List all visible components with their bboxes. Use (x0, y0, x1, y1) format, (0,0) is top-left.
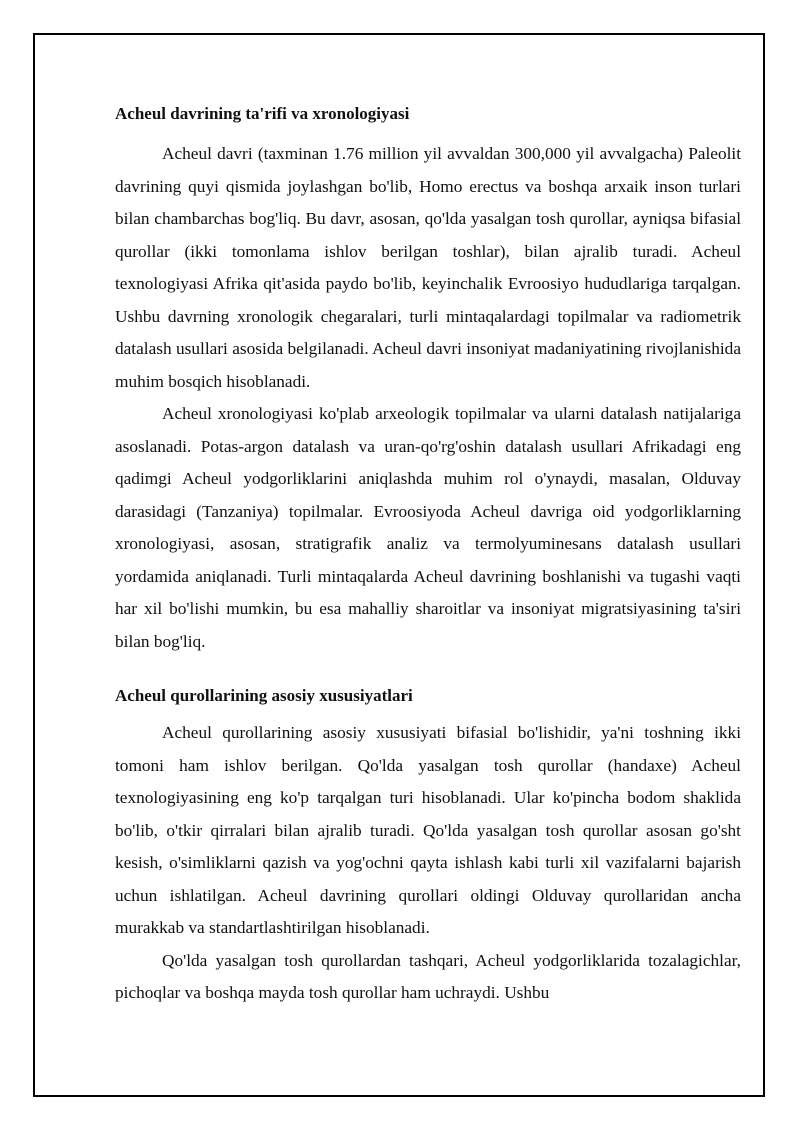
section-heading-tools: Acheul qurollarining asosiy xususiyatlari (115, 686, 413, 705)
paragraph-chronology: Acheul xronologiyasi ko'plab arxeologik topilmalar va ularni datalash natijalariga asoslanadi. Potas-argon datalash va uran-qo'rg'oshin datalash usullari Afrikadagi eng qadimgi Acheul yodgorliklarini aniqlashda muhim rol o'ynaydi, masalan, Olduvay darasidagi (Tanzaniya) topilmalar. Evroosiyoda Acheul davriga oid yodgorliklarning xronologiyasi, asosan, stratigrafik analiz va termolyuminesans datalash usullari yordamida aniqlanadi. Turli mintaqalarda Acheul davrining boshlanishi va tugashi vaqti har xil bo'lishi mumkin, bu esa mahalliy sharoitlar va insoniyat migratsiyasining ta'siri bilan bog'liq. (115, 404, 741, 651)
document-body (115, 98, 741, 1010)
paragraph-tool-features: Acheul qurollarining asosiy xususiyati bifasial bo'lishidir, ya'ni toshning ikki tomoni ham ishlov berilgan. Qo'lda yasalgan tosh qurollar (handaxe) Acheul texnologiyasining eng ko'p tarqalgan turi hisoblanadi. Ular ko'pincha bodom shaklida bo'lib, o'tkir qirralari bilan ajralib turadi. Qo'lda yasalgan tosh qurollar asosan go'sht kesish, o'simliklarni qazish va yog'ochni qayta ishlash kabi turli xil vazifalarni bajarish uchun ishlatilgan. Acheul davrining qurollari oldingi Olduvay qurollaridan ancha murakkab va standartlashtirilgan hisoblanadi. (115, 723, 741, 937)
section-heading-chronology: Acheul davrining ta'rifi va xronologiyasi (115, 104, 410, 123)
paragraph-other-tools: Qo'lda yasalgan tosh qurollardan tashqari, Acheul yodgorliklarida tozalagichlar, pichoqlar va boshqa mayda tosh qurollar ham uchraydi. Ushbu (115, 950, 741, 1002)
paragraph-definition: Acheul davri (taxminan 1.76 million yil avvaldan 300,000 yil avvalgacha) Paleolit davrining quyi qismida joylashgan bo'lib, Homo erectus va boshqa arxaik inson turlari bilan chambarchas bog'liq. Bu davr, asosan, qo'lda yasalgan tosh qurollar, ayniqsa bifasial qurollar (ikki tomonlama ishlov berilgan toshlar), bilan ajralib turadi. Acheul texnologiyasi Afrika qit'asida paydo bo'lib, keyinchalik Evroosiyo hududlariga tarqalgan. Ushbu davrning xronologik chegaralari, turli mintaqalardagi topilmalar va radiometrik datalash usullari asosida belgilanadi. Acheul davri insoniyat madaniyatining rivojlanishida muhim bosqich hisoblanadi. (115, 144, 741, 391)
